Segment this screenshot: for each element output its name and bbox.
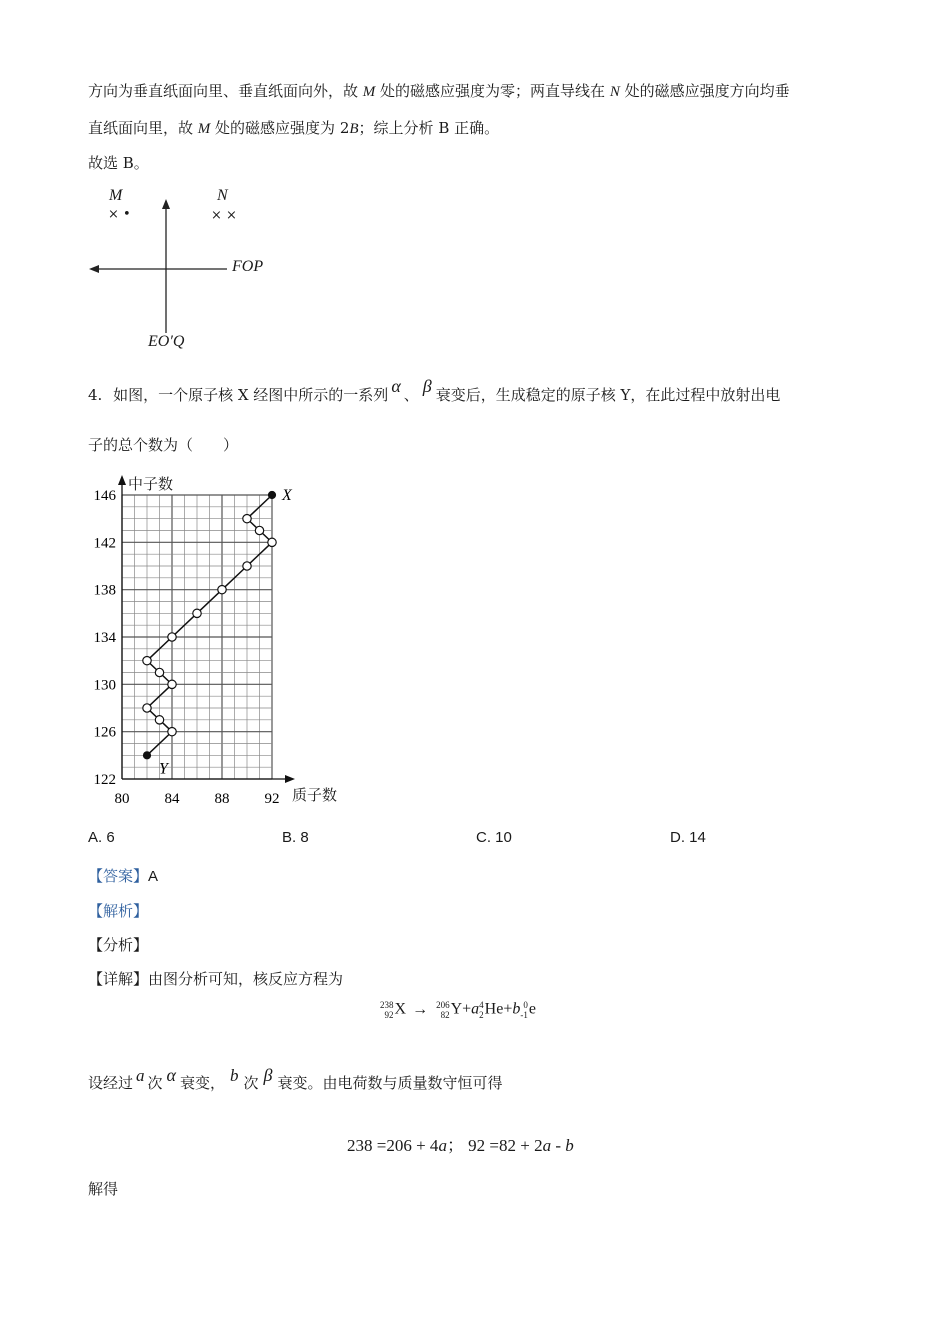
question-line: 子的总个数为（ ） — [88, 436, 239, 454]
y-tick-label: 142 — [93, 535, 116, 552]
beta-symbol: β — [263, 1065, 273, 1085]
intermediate-point — [168, 680, 176, 688]
he-symbol: He — [484, 1000, 504, 1018]
var-m: M — [197, 121, 211, 137]
text-line — [88, 80, 790, 101]
intermediate-point — [143, 704, 151, 712]
text: ；综上分析 B 正确。 — [358, 119, 500, 137]
intermediate-point — [193, 609, 201, 617]
eq-text: 238 =206 + 4 — [347, 1136, 439, 1155]
alpha-symbol: α — [391, 376, 401, 396]
intermediate-point — [155, 716, 163, 724]
label-eoq: EO′Q — [148, 333, 185, 350]
field-diagram — [82, 185, 282, 355]
e-nuclide-numbers: 0 -1 — [520, 1000, 528, 1020]
option-c[interactable] — [476, 829, 512, 846]
var-b: B — [349, 121, 359, 137]
option-b[interactable] — [282, 829, 309, 846]
text: 处的磁感应强度为零；两直导线在 — [375, 82, 610, 100]
nucleus-point — [269, 492, 276, 499]
option-letter: A. — [88, 829, 103, 846]
intermediate-point — [255, 526, 263, 534]
detail-line — [88, 968, 343, 989]
decay-chart — [80, 470, 360, 810]
y-symbol: Y — [450, 1000, 463, 1018]
text: 处的磁感应强度方向均垂 — [619, 82, 790, 100]
plus: + — [503, 1000, 513, 1018]
option-value: 8 — [300, 829, 309, 846]
intermediate-point — [143, 656, 151, 664]
suppose-line — [88, 1065, 503, 1093]
y-tick-label: 138 — [93, 582, 116, 599]
text: 衰变。由电荷数与质量数守恒可得 — [277, 1074, 503, 1092]
label-m: M — [109, 187, 123, 204]
x-axis-arrowhead — [285, 775, 295, 783]
text: 设经过 — [88, 1074, 134, 1092]
y-tick-label: 126 — [93, 724, 116, 741]
intermediate-point — [168, 727, 176, 735]
left-arrowhead — [89, 265, 99, 273]
solve-text: 解得 — [88, 1180, 119, 1198]
y-tick-label: 146 — [93, 488, 116, 504]
x-symbol: X — [394, 1000, 407, 1018]
question-number: 4. — [88, 386, 103, 404]
detail-text: 由图分析可知，核反应方程为 — [148, 970, 344, 988]
up-arrowhead — [162, 199, 170, 209]
text: 处的磁感应强度为 2 — [210, 119, 350, 137]
y-axis-arrowhead — [118, 475, 126, 485]
detail-tag: 【详解】 — [88, 970, 149, 988]
text: 衰变， — [179, 1074, 225, 1092]
x-axis-label: 质子数 — [292, 787, 338, 804]
y-tick-label: 134 — [93, 630, 116, 646]
var-b: b — [565, 1136, 574, 1155]
eq-text: ； 92 =82 + 2 — [446, 1136, 543, 1155]
option-value: 6 — [106, 829, 115, 846]
label-n: N — [217, 187, 228, 204]
text: 、 — [403, 386, 419, 404]
plus: + — [462, 1000, 472, 1018]
option-value: 10 — [495, 829, 512, 846]
x-tick-label: 92 — [264, 791, 280, 807]
intermediate-point — [243, 562, 251, 570]
text-line — [88, 117, 499, 138]
intermediate-point — [168, 633, 176, 641]
nuclear-equation — [380, 1000, 536, 1020]
option-letter: C. — [476, 829, 491, 846]
option-d[interactable] — [670, 829, 706, 846]
text-line: 故选 B。 — [88, 154, 149, 172]
end-label: Y — [159, 760, 168, 778]
conservation-equation — [347, 1131, 574, 1156]
intermediate-point — [155, 668, 163, 676]
var-a: a — [542, 1136, 552, 1155]
marks-m: × • — [108, 207, 131, 222]
text: 衰变后，生成稳定的原子核 Y，在此过程中放射出电 — [435, 386, 781, 404]
intermediate-point — [268, 538, 276, 546]
text: 次 — [243, 1074, 259, 1092]
option-a[interactable] — [88, 829, 115, 846]
x-tick-label: 84 — [164, 791, 180, 807]
y-axis-label: 中子数 — [128, 476, 174, 493]
marks-n: × × — [211, 208, 237, 223]
he-nuclide-numbers: 4 2 — [479, 1000, 484, 1020]
var-m: M — [362, 84, 376, 100]
question-line — [88, 376, 781, 405]
answer-tag: 【答案】 — [88, 867, 149, 885]
arrow: → — [412, 1000, 429, 1018]
e-symbol: e — [528, 1000, 536, 1018]
text: 如图，一个原子核 X 经图中所示的一系列 — [113, 386, 389, 404]
analysis-tag: 【解析】 — [88, 902, 149, 920]
intermediate-point — [218, 585, 226, 593]
var-a: a — [136, 1066, 145, 1085]
decay-chart-svg — [80, 470, 360, 810]
text: 次 — [147, 1074, 163, 1092]
var-n: N — [609, 84, 620, 100]
y-tick-label: 122 — [93, 772, 116, 788]
answer-value: A — [148, 868, 159, 885]
option-value: 14 — [689, 829, 706, 846]
var-b: b — [230, 1066, 239, 1085]
x-nuclide-numbers: 238 92 — [380, 1000, 394, 1020]
option-letter: B. — [282, 829, 297, 846]
text: 方向为垂直纸面向里、垂直纸面向外，故 — [88, 82, 363, 100]
answer-line — [88, 865, 158, 886]
var-a: a — [438, 1136, 447, 1155]
intermediate-point — [243, 514, 251, 522]
y-nuclide-numbers: 206 82 — [436, 1000, 450, 1020]
option-letter: D. — [670, 829, 685, 846]
eq-text: - — [551, 1136, 566, 1155]
fenxi-tag: 【分析】 — [88, 936, 149, 954]
label-fop: FOP — [232, 258, 264, 275]
alpha-symbol: α — [166, 1065, 176, 1085]
text: 直纸面向里，故 — [88, 119, 198, 137]
var-a: a — [471, 1000, 480, 1018]
y-tick-label: 130 — [93, 677, 116, 694]
beta-symbol: β — [422, 376, 432, 396]
nucleus-point — [144, 752, 151, 759]
start-label: X — [282, 487, 292, 504]
x-tick-label: 88 — [214, 791, 230, 807]
var-b: b — [512, 1000, 521, 1018]
x-tick-label: 80 — [114, 791, 130, 807]
